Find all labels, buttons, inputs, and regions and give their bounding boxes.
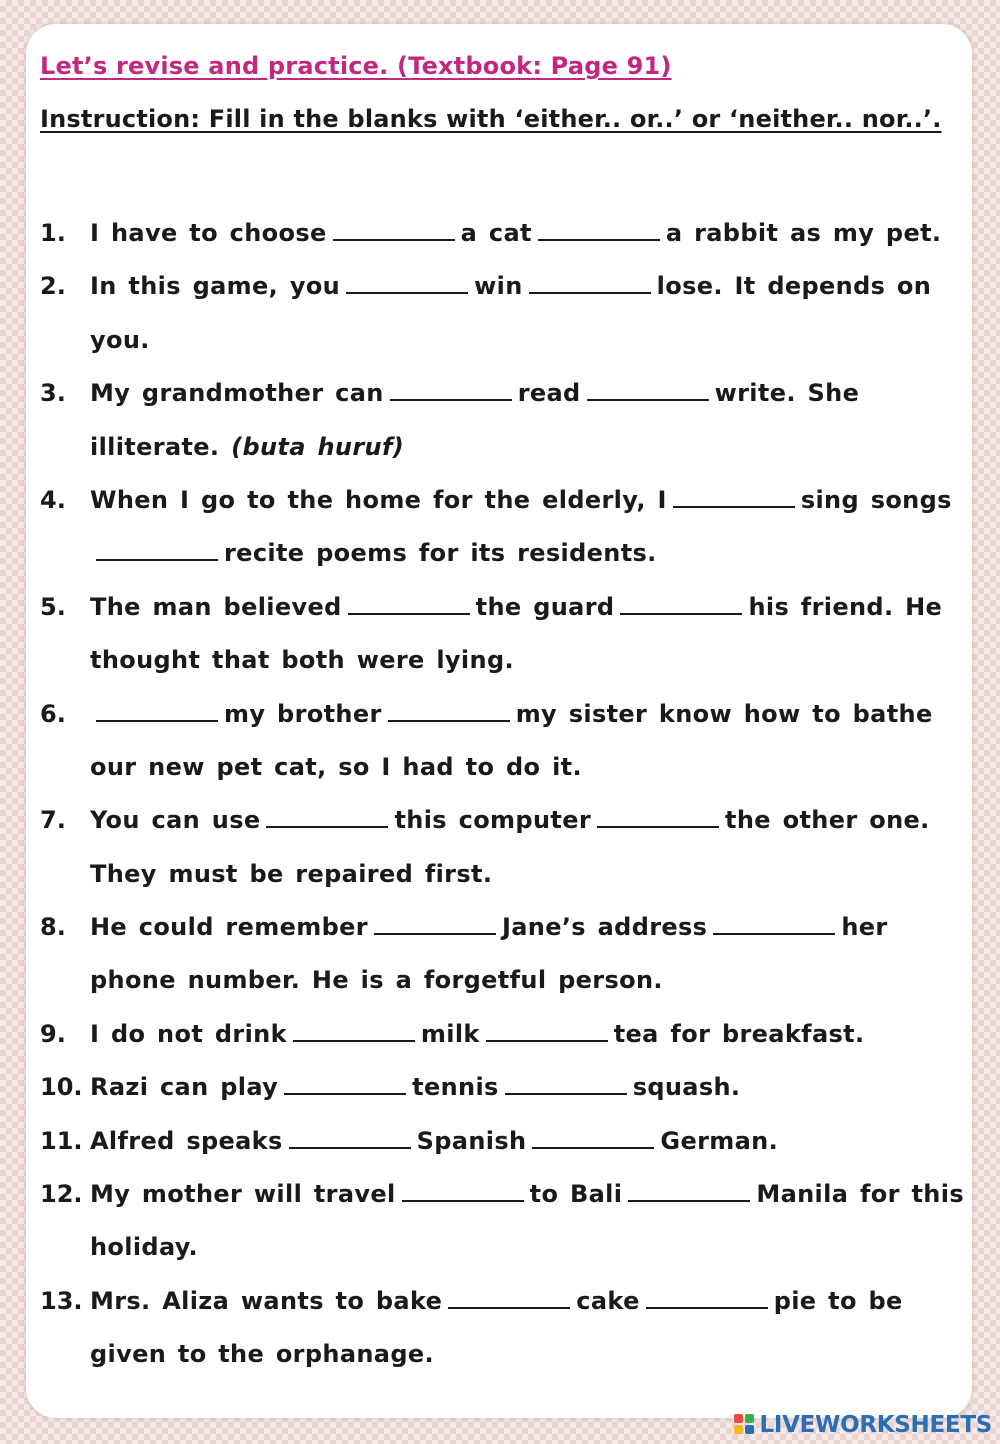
question-text: My grandmother can [90,379,384,408]
question-text: lose. It depends on [656,272,932,301]
question-item [40,260,960,367]
answer-blank-8-2[interactable] [713,913,835,935]
question-line [90,314,960,367]
question-text: given to the orphanage. [90,1340,434,1369]
answer-blank-5-2[interactable] [620,593,742,615]
worksheet-instruction: Instruction: Fill in the blanks with ‘either.. or..’ or ‘neither.. nor..’. [40,105,942,133]
question-number: 6. [40,699,66,728]
liveworksheets-logo[interactable] [734,1410,992,1440]
question-text: win [474,272,523,301]
question-line [90,367,960,420]
question-text: recite poems for its residents. [224,539,657,568]
question-text: the other one. [725,806,930,835]
question-text: Jane’s address [501,913,708,942]
question-line [90,1115,960,1168]
answer-blank-12-1[interactable] [402,1180,524,1202]
question-text: her [841,913,888,942]
question-text: The man believed [90,592,342,621]
worksheet-heading: Let’s revise and practice. (Textbook: Page 91) [40,52,672,80]
question-line [90,688,960,741]
question-item [40,688,960,795]
answer-blank-11-1[interactable] [289,1127,411,1149]
question-item [40,1061,960,1114]
question-number: 2. [40,272,66,301]
answer-blank-3-1[interactable] [390,379,512,401]
question-list [40,207,964,1382]
question-text: German. [660,1126,779,1155]
question-line [90,634,960,687]
question-item [40,901,960,1008]
question-line [90,901,960,954]
question-item [40,794,960,901]
question-item [40,581,960,688]
question-line [90,527,960,580]
question-number: 12. [40,1180,83,1209]
question-item [40,474,960,581]
question-line [90,581,960,634]
question-text: My mother will travel [90,1180,396,1209]
answer-blank-6-1[interactable] [96,700,218,722]
question-text: my brother [224,699,382,728]
liveworksheets-logo-icon [734,1414,756,1436]
question-text: a cat [460,219,532,247]
answer-blank-4-2[interactable] [96,539,218,561]
answer-blank-7-2[interactable] [597,806,719,828]
question-text: thought that both were lying. [90,646,514,675]
answer-blank-11-2[interactable] [532,1127,654,1149]
question-text: to Bali [529,1180,623,1209]
answer-blank-9-2[interactable] [486,1020,608,1042]
question-text: Spanish [416,1126,527,1155]
question-line [90,260,960,313]
question-text: When I go to the home for the elderly, I [90,485,667,514]
answer-blank-9-1[interactable] [293,1020,415,1042]
question-text: Manila for this [756,1180,964,1209]
question-text: Razi can play [90,1073,279,1102]
question-number: 7. [40,806,66,835]
answer-blank-5-1[interactable] [348,593,470,615]
question-text: the guard [475,592,615,621]
question-text: I have to choose [90,219,327,247]
question-text: I do not drink [90,1019,287,1048]
question-number: 13. [40,1286,83,1315]
question-item [40,1168,964,1275]
question-text: our new pet cat, so I had to do it. [90,752,582,781]
answer-blank-6-2[interactable] [388,700,510,722]
question-text: cake [576,1286,640,1315]
question-line [90,421,960,474]
answer-blank-10-1[interactable] [284,1073,406,1095]
worksheet-page [26,24,972,1418]
question-line [90,954,960,1007]
question-text: write. She [714,379,860,408]
question-text: you. [90,325,150,354]
question-text: They must be repaired first. [90,859,493,888]
question-number: 1. [40,219,66,247]
question-item [40,367,960,474]
question-text: phone number. He is a forgetful person. [90,966,663,995]
answer-blank-8-1[interactable] [374,913,496,935]
question-number: 9. [40,1019,66,1048]
question-line [90,1221,960,1274]
question-number: 3. [40,379,66,408]
answer-blank-2-1[interactable] [346,272,468,294]
question-text: milk [420,1019,480,1048]
question-number: 11. [40,1126,83,1155]
question-text: tennis [412,1073,499,1102]
question-line [90,1061,960,1114]
question-line [90,1168,964,1221]
question-text: sing songs [800,485,952,514]
question-line [90,1275,960,1328]
question-line [90,848,960,901]
question-line [90,741,960,794]
answer-blank-7-1[interactable] [266,806,388,828]
question-line [90,1008,960,1061]
question-text: squash. [632,1073,741,1102]
question-text: tea for breakfast. [613,1019,865,1048]
question-text: You can use [90,806,261,835]
question-text: He could remember [90,913,368,942]
question-number: 8. [40,913,66,942]
question-text: pie to be [773,1286,903,1315]
question-text: In this game, you [90,272,341,301]
question-text: Alfred speaks [90,1126,283,1155]
answer-blank-13-2[interactable] [646,1287,768,1309]
question-number: 10. [40,1073,83,1102]
question-number: 4. [40,485,66,514]
question-text: my sister know how to bathe [515,699,933,728]
answer-blank-1-2[interactable] [538,219,660,241]
answer-blank-4-1[interactable] [673,486,795,508]
question-text: a rabbit as my pet. [665,219,942,247]
question-item [40,207,960,260]
translation-note: (buta huruf) [231,432,405,461]
question-text: Mrs. Aliza wants to bake [90,1286,443,1315]
answer-blank-13-1[interactable] [448,1287,570,1309]
question-item [40,1115,960,1168]
answer-blank-3-2[interactable] [587,379,709,401]
answer-blank-10-2[interactable] [505,1073,627,1095]
question-line [90,474,960,527]
answer-blank-12-2[interactable] [628,1180,750,1202]
question-text: this computer [394,806,592,835]
question-line [90,1328,960,1381]
answer-blank-1-1[interactable] [333,219,455,241]
question-item [40,1275,960,1382]
question-line [90,794,960,847]
question-item [40,1008,960,1061]
question-number: 5. [40,592,66,621]
question-text: illiterate. [90,432,220,461]
question-line [90,207,960,260]
question-text: his friend. He [748,592,943,621]
question-text: read [517,379,581,408]
question-text: holiday. [90,1233,199,1262]
answer-blank-2-2[interactable] [529,272,651,294]
liveworksheets-logo-text: LIVEWORKSHEETS [759,1412,992,1438]
